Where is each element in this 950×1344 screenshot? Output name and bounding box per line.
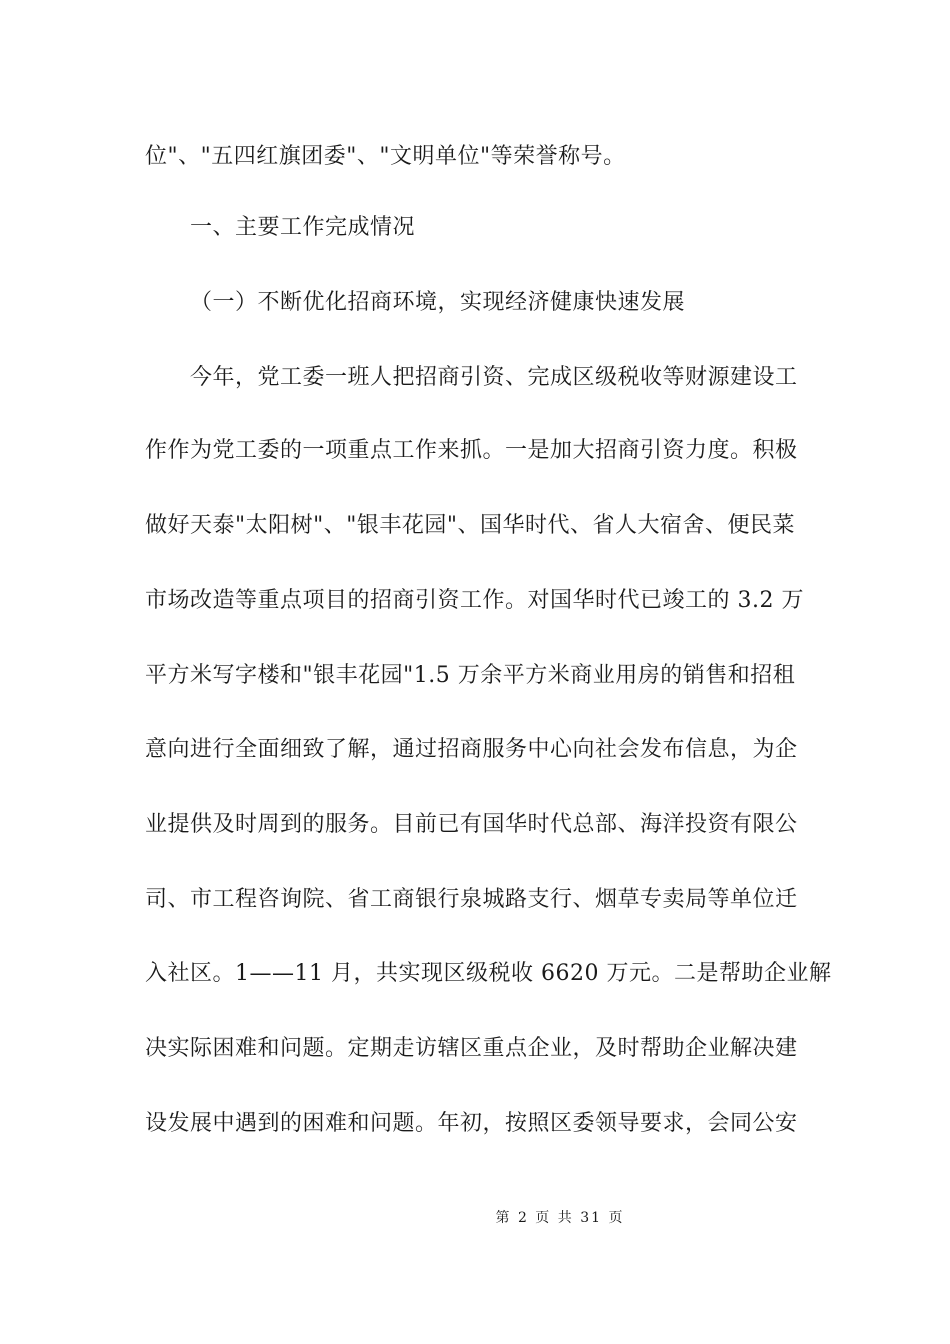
paragraph-line-3: 做好天泰"太阳树"、"银丰花园"、国华时代、省人大宿舍、便民菜 xyxy=(145,513,795,538)
subsection-heading: （一）不断优化招商环境，实现经济健康快速发展 xyxy=(190,290,686,315)
paragraph-line-10: 决实际困难和问题。定期走访辖区重点企业，及时帮助企业解决建 xyxy=(145,1036,798,1061)
paragraph-line-2: 作作为党工委的一项重点工作来抓。一是加大招商引资力度。积极 xyxy=(145,438,798,463)
text-line-1: 位"、"五四红旗团委"、"文明单位"等荣誉称号。 xyxy=(145,144,626,169)
paragraph-line-4: 市场改造等重点项目的招商引资工作。对国华时代已竣工的 3.2 万 xyxy=(145,588,804,613)
section-heading: 一、主要工作完成情况 xyxy=(190,215,416,240)
page-number: 第 2 页 共 31 页 xyxy=(495,1210,625,1226)
paragraph-line-9: 入社区。1——11 月，共实现区级税收 6620 万元。二是帮助企业解 xyxy=(145,961,832,986)
paragraph-line-11: 设发展中遇到的困难和问题。年初，按照区委领导要求，会同公安 xyxy=(145,1111,798,1136)
paragraph-line-5: 平方米写字楼和"银丰花园"1.5 万余平方米商业用房的销售和招租 xyxy=(145,663,796,688)
paragraph-line-6: 意向进行全面细致了解，通过招商服务中心向社会发布信息，为企 xyxy=(145,737,798,762)
paragraph-line-1: 今年，党工委一班人把招商引资、完成区级税收等财源建设工 xyxy=(190,365,798,390)
paragraph-line-7: 业提供及时周到的服务。目前已有国华时代总部、海洋投资有限公 xyxy=(145,812,798,837)
paragraph-line-8: 司、市工程咨询院、省工商银行泉城路支行、烟草专卖局等单位迁 xyxy=(145,887,798,912)
